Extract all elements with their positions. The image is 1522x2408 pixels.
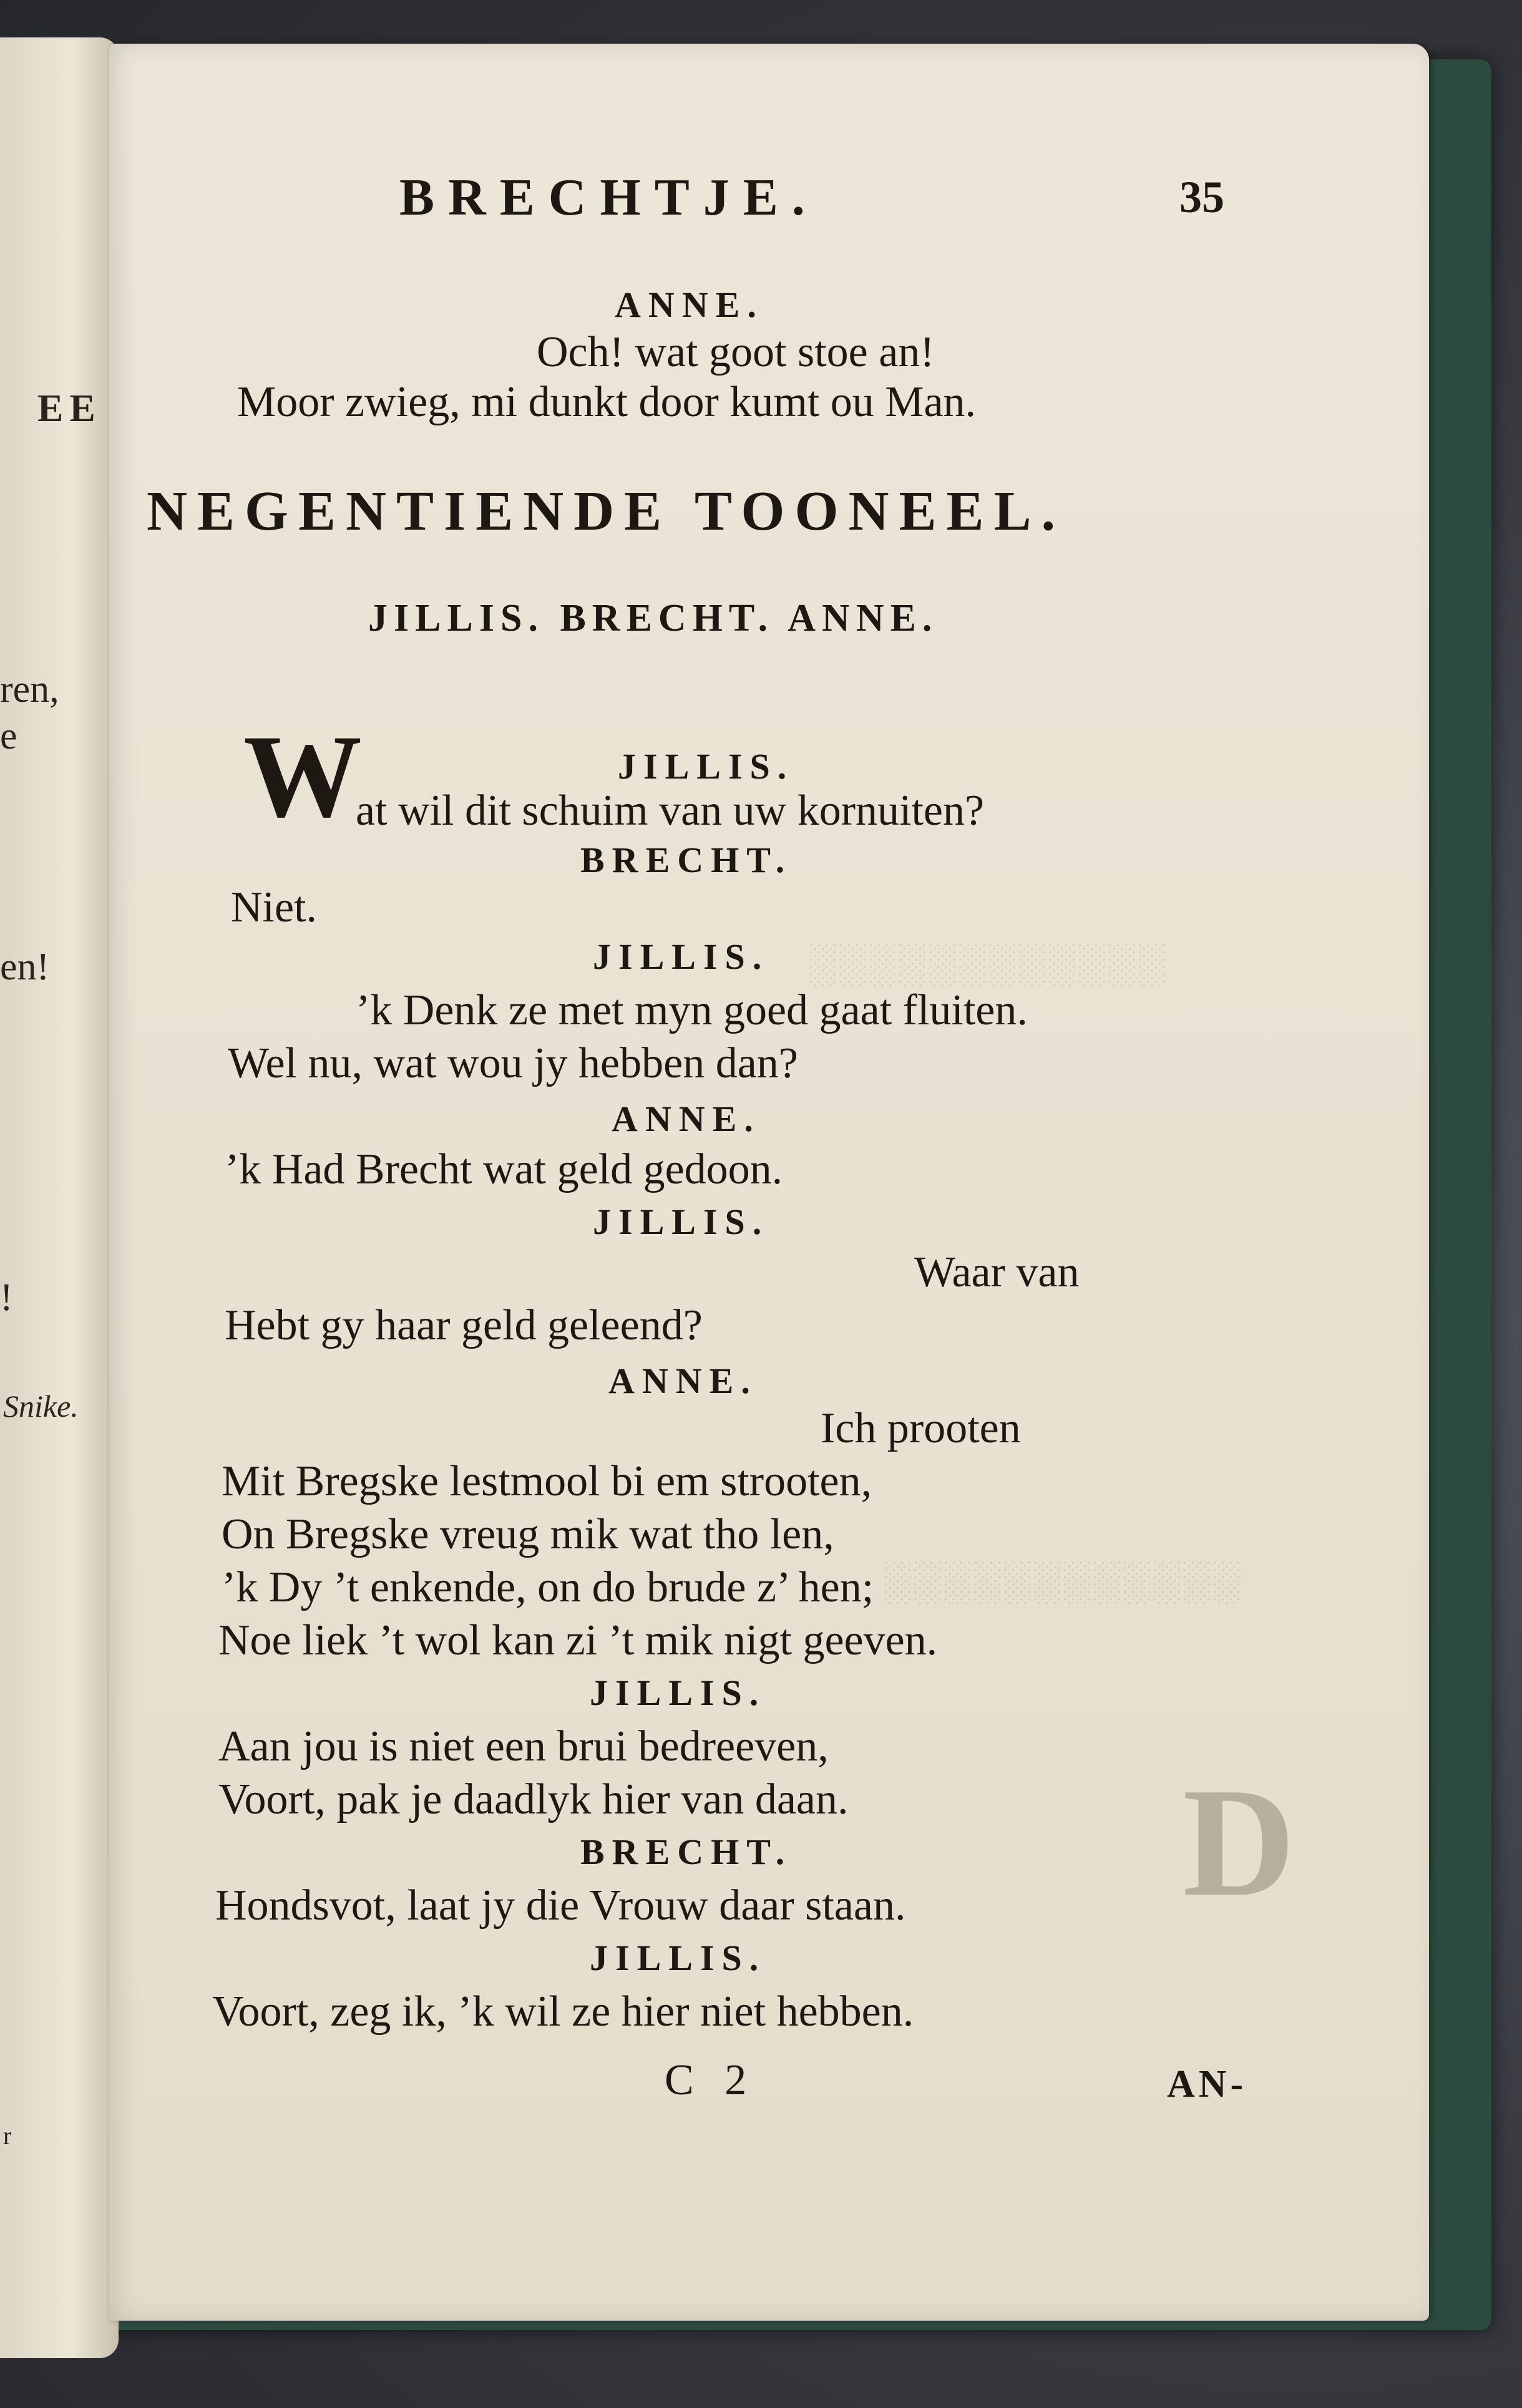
verse-line: Moor zwieg, mi dunkt door kumt ou Man. — [237, 378, 977, 426]
left-fragment: Snike. — [3, 1389, 79, 1424]
drop-cap: W — [243, 711, 362, 842]
left-fragment: ren, — [0, 668, 59, 711]
speaker-name: JILLIS. — [593, 936, 769, 977]
left-fragment: e — [0, 715, 17, 757]
speaker-name: ANNE. — [615, 284, 764, 325]
verse-line: Aan jou is niet een brui bedreeven, — [218, 1722, 829, 1770]
bleed-through: ░░░░░░░░░░░░ — [883, 1560, 1242, 1603]
page-number: 35 — [1179, 172, 1224, 222]
speaker-name: BRECHT. — [580, 840, 793, 880]
signature-mark: C 2 — [665, 2056, 757, 2104]
speaker-name: JILLIS. — [618, 746, 794, 787]
bleed-through: ░░░░░░░░░░░░ — [808, 943, 1168, 985]
left-fragment: EE — [37, 387, 102, 430]
verse-line: ’k Dy ’t enkende, on do brude z’ hen; — [222, 1563, 874, 1611]
cast-list: JILLIS. BRECHT. ANNE. — [368, 597, 939, 639]
verse-line: On Bregske vreug mik wat tho len, — [222, 1510, 834, 1558]
book-page — [109, 44, 1429, 2321]
speaker-name: BRECHT. — [580, 1832, 793, 1872]
speaker-name: JILLIS. — [593, 1202, 769, 1242]
verse-line: at wil dit schuim van uw kornuiten? — [356, 787, 985, 835]
running-title: BRECHTJE. — [399, 168, 819, 226]
scene-heading: NEGENTIENDE TOONEEL. — [147, 480, 1066, 542]
speaker-name: ANNE. — [608, 1361, 758, 1401]
verse-line: Mit Bregske lestmool bi em strooten, — [222, 1457, 872, 1505]
verse-line: Wel nu, wat wou jy hebben dan? — [228, 1039, 798, 1087]
verse-line: Ich prooten — [821, 1404, 1021, 1452]
speaker-name: JILLIS. — [590, 1672, 766, 1713]
bleed-through-initial: D — [1183, 1756, 1295, 1929]
left-page-edge — [0, 37, 119, 2358]
verse-line: ’k Had Brecht wat geld gedoon. — [225, 1145, 783, 1193]
verse-line: ’k Denk ze met myn goed gaat fluiten. — [356, 986, 1028, 1034]
left-fragment: r — [3, 2122, 12, 2150]
verse-line: Waar van — [914, 1248, 1080, 1296]
verse-line: Hebt gy haar geld geleend? — [225, 1301, 703, 1349]
left-fragment: en! — [0, 946, 50, 988]
verse-line: Niet. — [231, 883, 318, 931]
speaker-name: ANNE. — [612, 1099, 761, 1139]
verse-line: Voort, zeg ik, ’k wil ze hier niet hebben. — [212, 1988, 914, 2036]
left-fragment: ! — [0, 1276, 13, 1319]
catchword: AN- — [1167, 2063, 1247, 2105]
verse-line: Hondsvot, laat jy die Vrouw daar staan. — [215, 1881, 906, 1930]
speaker-name: JILLIS. — [590, 1938, 766, 1978]
verse-line: Noe liek ’t wol kan zi ’t mik nigt geeven. — [218, 1616, 938, 1664]
verse-line: Och! wat goot stoe an! — [537, 328, 935, 376]
verse-line: Voort, pak je daadlyk hier van daan. — [218, 1775, 849, 1823]
